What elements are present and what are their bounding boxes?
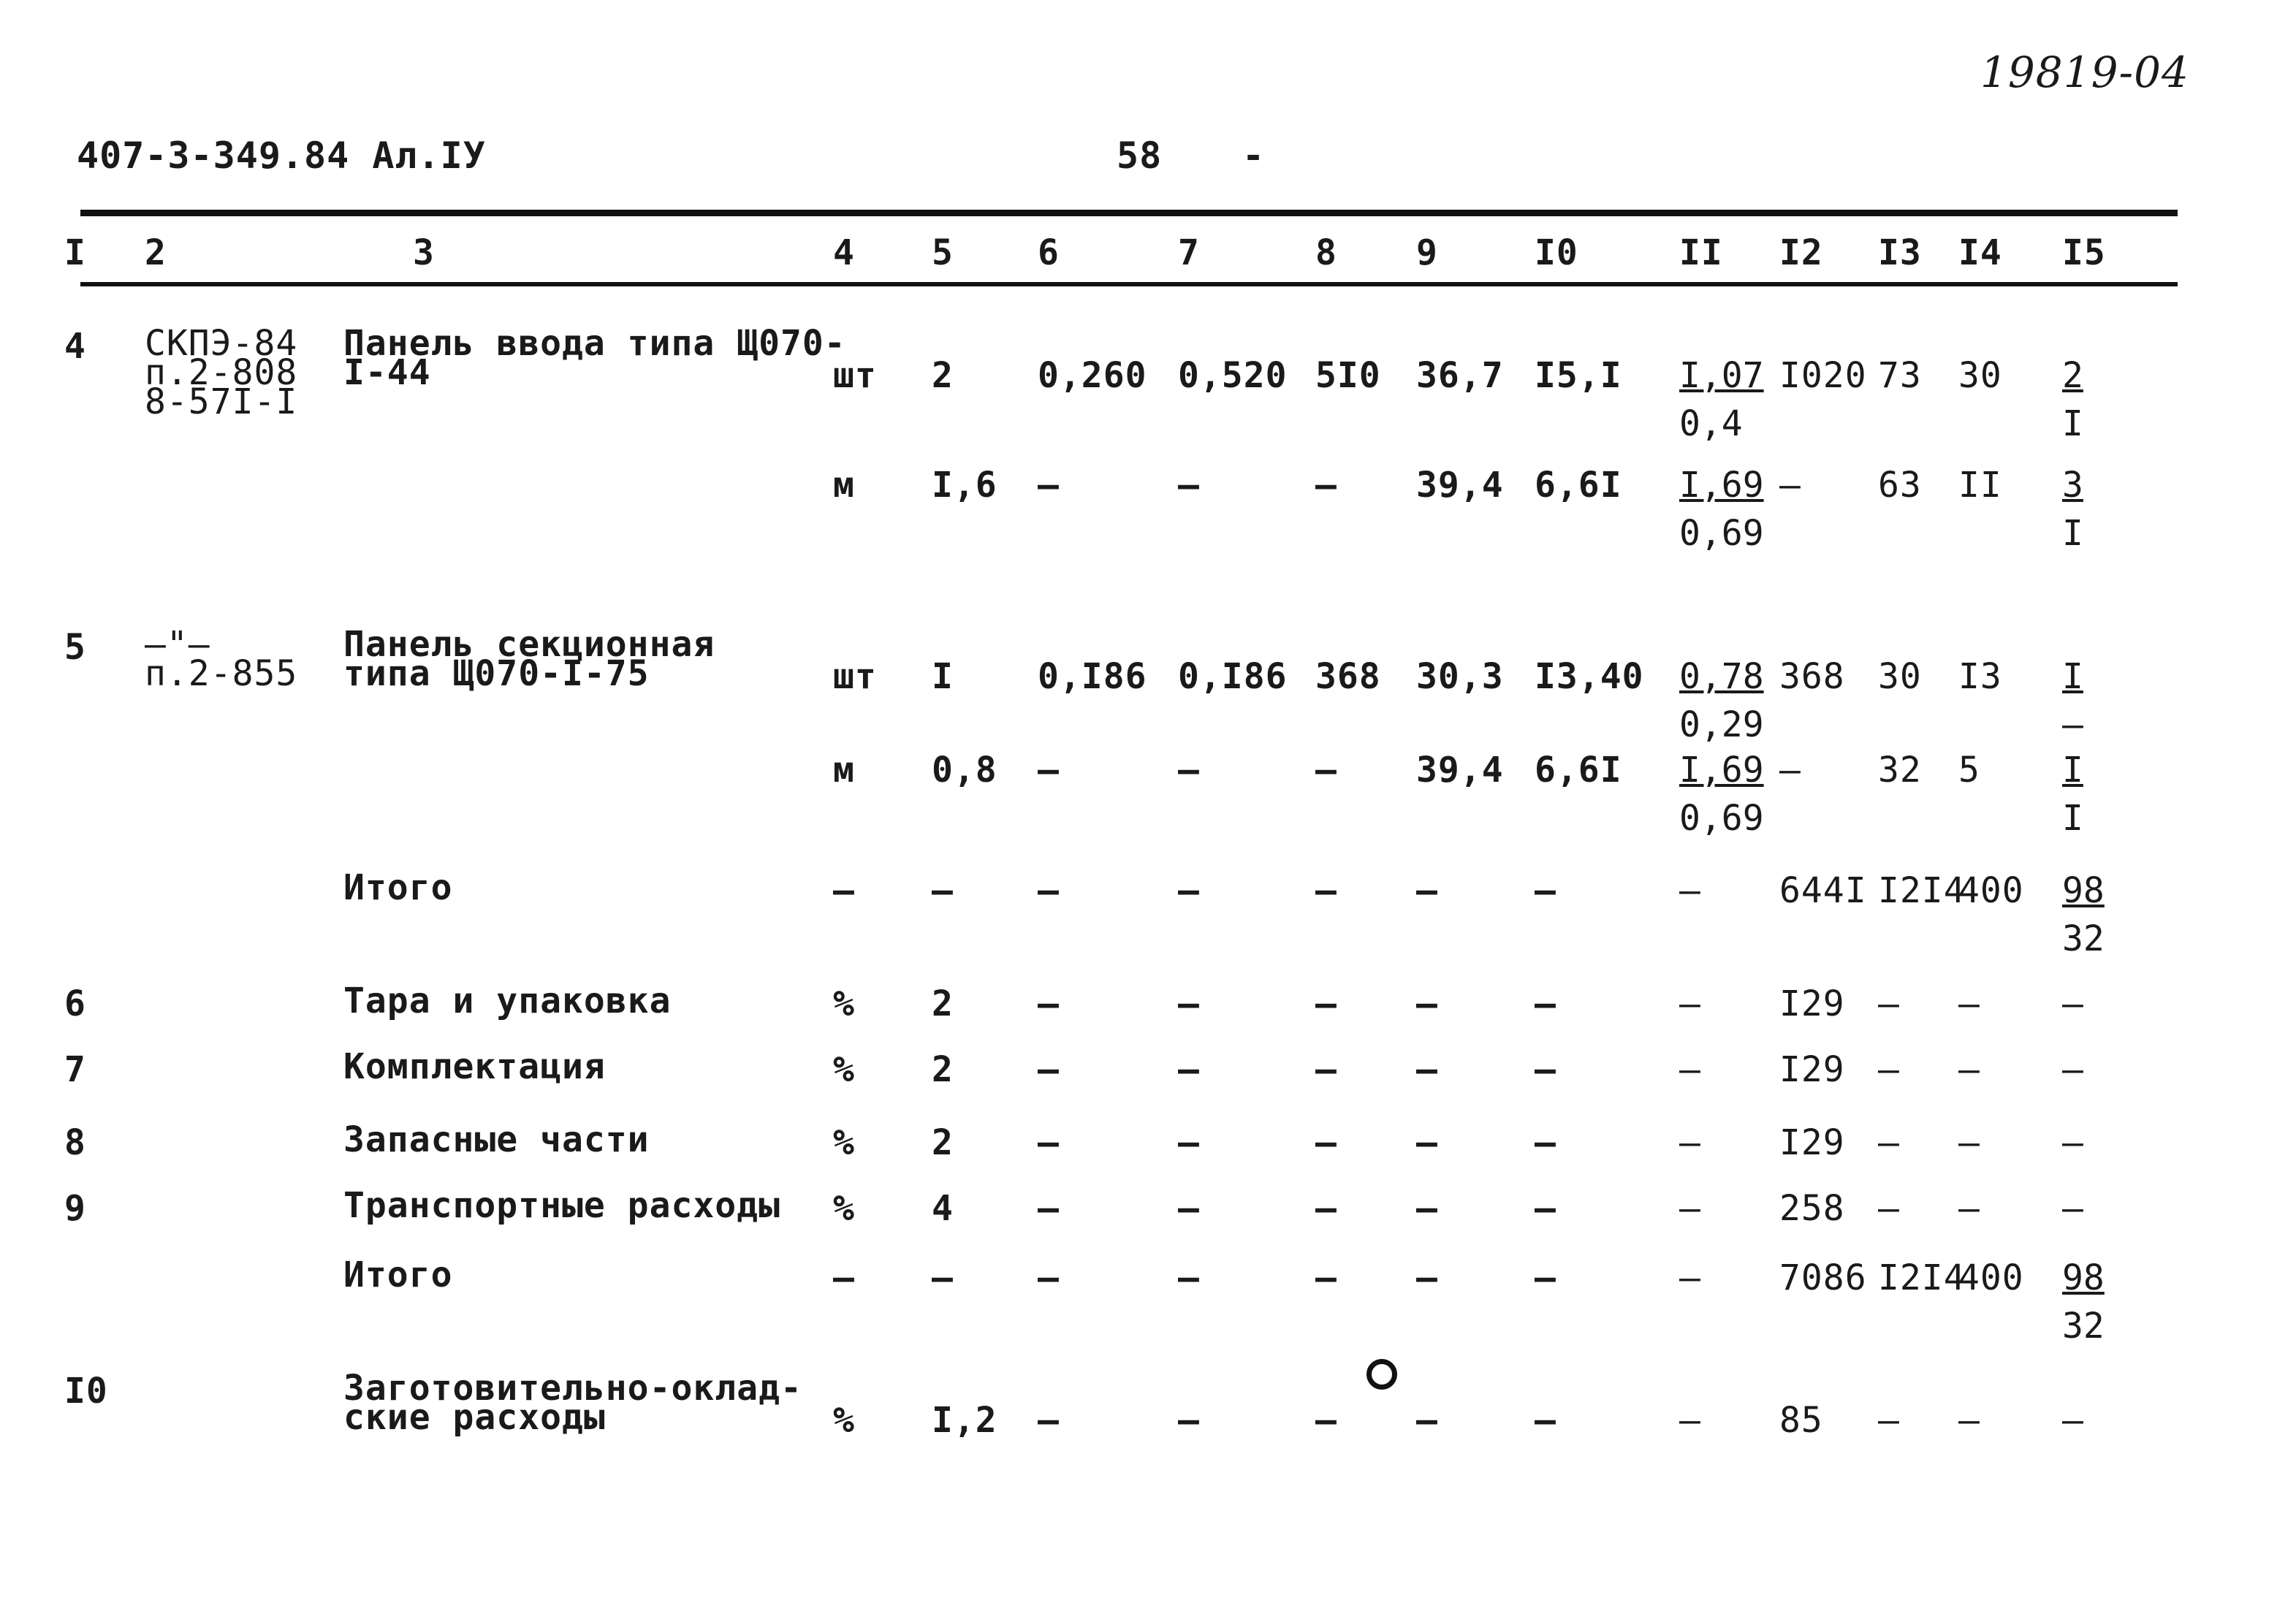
cell-c15-bottom: – xyxy=(2062,704,2083,745)
cell-c7: – xyxy=(1178,1257,1200,1298)
cell-c15-bottom: 32 xyxy=(2062,1306,2105,1347)
column-header-2: 2 xyxy=(145,232,167,273)
row-name-line: Запасные части xyxy=(343,1119,650,1160)
cell-c9: 30,3 xyxy=(1416,656,1504,697)
cell-unit: м xyxy=(833,750,855,791)
cell-qty: – xyxy=(932,1257,954,1298)
cell-c15-top: 3 xyxy=(2062,465,2083,506)
cell-qty: 2 xyxy=(932,983,954,1024)
cell-c6: – xyxy=(1038,750,1060,791)
row-name-line: Итого xyxy=(343,867,453,908)
cell-c11 xyxy=(1679,1400,1700,1441)
cell-c14: – xyxy=(1958,1400,1980,1441)
cell-c8: – xyxy=(1315,465,1337,506)
cell-c6: – xyxy=(1038,1188,1060,1229)
cell-c8: 368 xyxy=(1315,656,1381,697)
row-number: I0 xyxy=(64,1371,108,1412)
cell-c14: – xyxy=(1958,1188,1980,1229)
cell-unit: % xyxy=(833,1400,855,1441)
cell-c7: – xyxy=(1178,1188,1200,1229)
cell-c14: 400 xyxy=(1958,870,2024,911)
page-dash: - xyxy=(1242,134,1266,177)
cell-c9: 39,4 xyxy=(1416,750,1504,791)
cell-c15-bottom: I xyxy=(2062,513,2083,554)
cell-c8: – xyxy=(1315,983,1337,1024)
cell-c10: – xyxy=(1535,1400,1556,1441)
row-code-line: п.2-855 xyxy=(145,653,298,694)
cell-c13: 73 xyxy=(1878,355,1922,396)
row-name-line: Тара и упаковка xyxy=(343,981,672,1021)
cell-c10: – xyxy=(1535,1122,1556,1163)
cell-c9: 36,7 xyxy=(1416,355,1504,396)
column-header-14: I4 xyxy=(1958,232,2002,273)
cell-c15 xyxy=(2062,1122,2083,1163)
cell-c11-bottom: 0,4 xyxy=(1679,403,1743,444)
row-name-line: Панель секционная xyxy=(343,624,715,665)
column-header-12: I2 xyxy=(1779,232,1823,273)
column-header-7: 7 xyxy=(1178,232,1200,273)
cell-qty: I,6 xyxy=(932,465,997,506)
row-name-line: Заготовительно-оклад- xyxy=(343,1368,802,1409)
cell-c11 xyxy=(1679,1257,1700,1298)
cell-c15-bottom: I xyxy=(2062,403,2083,444)
cell-c15-top: – xyxy=(2062,1188,2083,1229)
cell-c11-bottom: 0,69 xyxy=(1679,513,1764,554)
cell-c6: – xyxy=(1038,465,1060,506)
cell-c12: 85 xyxy=(1779,1400,1823,1441)
row-code-line: п.2-808 xyxy=(145,352,298,393)
cell-c13: – xyxy=(1878,983,1900,1024)
cell-c11-top: – xyxy=(1679,1257,1700,1298)
doc-code: 407-3-349.84 Ал.IУ xyxy=(77,134,486,177)
cell-c12: I020 xyxy=(1779,355,1867,396)
cell-c11-bottom: 0,69 xyxy=(1679,798,1764,839)
cell-c11-top: – xyxy=(1679,1049,1700,1090)
cell-qty: I,2 xyxy=(932,1400,997,1441)
cell-c12: I29 xyxy=(1779,1049,1845,1090)
cell-c14: 400 xyxy=(1958,1257,2024,1298)
row-name-line: I-44 xyxy=(343,352,431,393)
cell-c11 xyxy=(1679,1188,1700,1229)
cell-c15-top: – xyxy=(2062,1122,2083,1163)
cell-c11 xyxy=(1679,1049,1700,1090)
cell-c15-top: 98 xyxy=(2062,870,2105,911)
row-number: 6 xyxy=(64,983,86,1024)
cell-c6: – xyxy=(1038,870,1060,911)
cell-c10: – xyxy=(1535,1049,1556,1090)
cell-unit: % xyxy=(833,1122,855,1163)
column-header-5: 5 xyxy=(932,232,954,273)
cell-c10: 6,6I xyxy=(1535,465,1622,506)
cell-c9: – xyxy=(1416,870,1438,911)
cell-c11 xyxy=(1679,983,1700,1024)
cell-c11-top: 0,78 xyxy=(1679,656,1764,697)
cell-c12: 644I xyxy=(1779,870,1867,911)
cell-c8: – xyxy=(1315,1188,1337,1229)
handwritten-number: 19819-04 xyxy=(1980,47,2189,97)
cell-c8: – xyxy=(1315,750,1337,791)
cell-c6: 0,I86 xyxy=(1038,656,1147,697)
row-name-line: Комплектация xyxy=(343,1046,606,1087)
cell-c12: 368 xyxy=(1779,656,1845,697)
cell-c9: 39,4 xyxy=(1416,465,1504,506)
cell-c11-top: – xyxy=(1679,1122,1700,1163)
cell-c9: – xyxy=(1416,1049,1438,1090)
cell-c8: – xyxy=(1315,1122,1337,1163)
cell-c15 xyxy=(2062,870,2105,959)
cell-c14: – xyxy=(1958,1049,1980,1090)
cell-c8: – xyxy=(1315,870,1337,911)
cell-c12: I29 xyxy=(1779,1122,1845,1163)
cell-unit: шт xyxy=(833,355,877,396)
cell-c13: – xyxy=(1878,1188,1900,1229)
cell-c7: – xyxy=(1178,870,1200,911)
cell-qty: 4 xyxy=(932,1188,954,1229)
cell-c15-bottom: I xyxy=(2062,798,2083,839)
cell-c10: 6,6I xyxy=(1535,750,1622,791)
cell-qty: 2 xyxy=(932,355,954,396)
cell-c12: 7086 xyxy=(1779,1257,1867,1298)
column-header-6: 6 xyxy=(1038,232,1060,273)
cell-c15 xyxy=(2062,1188,2083,1229)
row-name-line: Панель ввода типа Щ070- xyxy=(343,323,846,364)
cell-c7: – xyxy=(1178,750,1200,791)
cell-c14: – xyxy=(1958,983,1980,1024)
cell-c11 xyxy=(1679,355,1764,444)
row-name-line: Транспортные расходы xyxy=(343,1185,780,1226)
row-code-line: СКПЭ-84 xyxy=(145,323,298,364)
cell-c15 xyxy=(2062,750,2083,839)
cell-c10: I3,40 xyxy=(1535,656,1644,697)
cell-c11-top: – xyxy=(1679,1188,1700,1229)
cell-c15-top: – xyxy=(2062,983,2083,1024)
cell-c11 xyxy=(1679,656,1764,745)
row-number: 4 xyxy=(64,326,86,367)
cell-c11-top: – xyxy=(1679,870,1700,911)
row-number: 9 xyxy=(64,1188,86,1229)
cell-c7: 0,I86 xyxy=(1178,656,1288,697)
cell-c11 xyxy=(1679,750,1764,839)
row-number: 5 xyxy=(64,627,86,668)
cell-c10: – xyxy=(1535,1257,1556,1298)
cell-c11-top: I,69 xyxy=(1679,750,1764,791)
circle-mark xyxy=(1366,1359,1397,1390)
cell-unit: % xyxy=(833,1188,855,1229)
row-name-line: типа Щ070-I-75 xyxy=(343,653,650,694)
cell-c12: – xyxy=(1779,750,1801,791)
cell-c7: 0,520 xyxy=(1178,355,1288,396)
cell-c6: – xyxy=(1038,1257,1060,1298)
column-header-1: I xyxy=(64,232,86,273)
cell-c10: I5,I xyxy=(1535,355,1622,396)
cell-c6: – xyxy=(1038,1049,1060,1090)
row-number: 8 xyxy=(64,1122,86,1163)
row-number: 7 xyxy=(64,1049,86,1090)
cell-c13: 32 xyxy=(1878,750,1922,791)
row-code-line: 8-57I-I xyxy=(145,381,298,422)
column-header-8: 8 xyxy=(1315,232,1337,273)
cell-c15 xyxy=(2062,656,2083,745)
column-header-15: I5 xyxy=(2062,232,2106,273)
cell-c10: – xyxy=(1535,983,1556,1024)
cell-c6: 0,260 xyxy=(1038,355,1147,396)
cell-c15-top: I xyxy=(2062,656,2083,697)
column-header-4: 4 xyxy=(833,232,855,273)
cell-c12: I29 xyxy=(1779,983,1845,1024)
row-code-line: –"– xyxy=(145,624,210,665)
cell-c12: – xyxy=(1779,465,1801,506)
cell-c15-top: 2 xyxy=(2062,355,2083,396)
cell-c11-top: – xyxy=(1679,1400,1700,1441)
cell-c7: – xyxy=(1178,1122,1200,1163)
cell-c15-bottom: 32 xyxy=(2062,918,2105,959)
cell-unit: % xyxy=(833,1049,855,1090)
cell-c9: – xyxy=(1416,1122,1438,1163)
header-bottom-rule xyxy=(80,282,2178,286)
cell-c15 xyxy=(2062,355,2083,444)
cell-c12: 258 xyxy=(1779,1188,1845,1229)
cell-qty: 2 xyxy=(932,1122,954,1163)
row-name-line: Итого xyxy=(343,1254,453,1295)
cell-c11-top: I,07 xyxy=(1679,355,1764,396)
cell-c13: 63 xyxy=(1878,465,1922,506)
cell-unit: м xyxy=(833,465,855,506)
column-header-13: I3 xyxy=(1878,232,1922,273)
cell-c14: II xyxy=(1958,465,2002,506)
cell-c15-top: I xyxy=(2062,750,2083,791)
cell-c8: 5I0 xyxy=(1315,355,1381,396)
cell-c14: – xyxy=(1958,1122,1980,1163)
cell-c15 xyxy=(2062,465,2083,554)
cell-c7: – xyxy=(1178,465,1200,506)
column-header-11: II xyxy=(1679,232,1723,273)
cell-c7: – xyxy=(1178,1400,1200,1441)
row-name-line: ские расходы xyxy=(343,1397,606,1438)
cell-c15 xyxy=(2062,1049,2083,1090)
cell-c11 xyxy=(1679,1122,1700,1163)
header-top-rule xyxy=(80,210,2178,216)
cell-c13: I2I4 xyxy=(1878,870,1966,911)
cell-c15 xyxy=(2062,983,2083,1024)
cell-c13: 30 xyxy=(1878,656,1922,697)
cell-c6: – xyxy=(1038,1122,1060,1163)
cell-c10: – xyxy=(1535,1188,1556,1229)
cell-c11-top: I,69 xyxy=(1679,465,1764,506)
column-header-3: 3 xyxy=(413,232,435,273)
cell-c8: – xyxy=(1315,1257,1337,1298)
column-header-10: I0 xyxy=(1535,232,1578,273)
cell-c13: I2I4 xyxy=(1878,1257,1966,1298)
cell-c7: – xyxy=(1178,983,1200,1024)
cell-c9: – xyxy=(1416,1400,1438,1441)
cell-c13: – xyxy=(1878,1049,1900,1090)
cell-c11 xyxy=(1679,870,1700,911)
cell-c8: – xyxy=(1315,1400,1337,1441)
cell-c9: – xyxy=(1416,1188,1438,1229)
cell-c13: – xyxy=(1878,1400,1900,1441)
cell-c9: – xyxy=(1416,1257,1438,1298)
cell-unit: шт xyxy=(833,656,877,697)
cell-unit: – xyxy=(833,870,855,911)
cell-c6: – xyxy=(1038,983,1060,1024)
cell-c15-top: – xyxy=(2062,1049,2083,1090)
cell-qty: 0,8 xyxy=(932,750,997,791)
cell-c14: 5 xyxy=(1958,750,1980,791)
cell-c9: – xyxy=(1416,983,1438,1024)
cell-c11-top: – xyxy=(1679,983,1700,1024)
cell-c15-top: – xyxy=(2062,1400,2083,1441)
cell-c10: – xyxy=(1535,870,1556,911)
cell-c11 xyxy=(1679,465,1764,554)
column-header-9: 9 xyxy=(1416,232,1438,273)
cell-qty: 2 xyxy=(932,1049,954,1090)
cell-c6: – xyxy=(1038,1400,1060,1441)
cell-c7: – xyxy=(1178,1049,1200,1090)
cell-c14: I3 xyxy=(1958,656,2002,697)
cell-c13: – xyxy=(1878,1122,1900,1163)
cell-c15 xyxy=(2062,1400,2083,1441)
page-number: 58 xyxy=(1117,134,1163,177)
cell-qty: I xyxy=(932,656,954,697)
cell-c15 xyxy=(2062,1257,2105,1347)
cell-c15-top: 98 xyxy=(2062,1257,2105,1298)
cell-c14: 30 xyxy=(1958,355,2002,396)
cell-c11-bottom: 0,29 xyxy=(1679,704,1764,745)
cell-unit: % xyxy=(833,983,855,1024)
cell-qty: – xyxy=(932,870,954,911)
cell-c8: – xyxy=(1315,1049,1337,1090)
cell-unit: – xyxy=(833,1257,855,1298)
